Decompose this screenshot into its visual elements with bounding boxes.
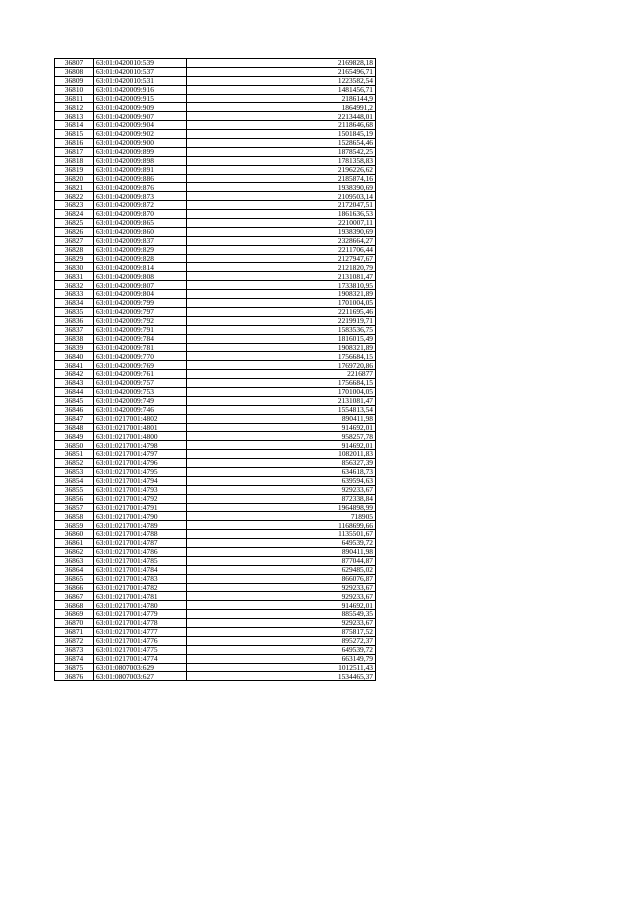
row-number-cell: 36854 [55, 476, 94, 485]
value-cell: 2219919,71 [187, 316, 376, 325]
cadastral-number-cell: 63:01:0420009:837 [94, 236, 187, 245]
cadastral-number-cell: 63:01:0420009:770 [94, 352, 187, 361]
value-cell: 2121820,79 [187, 263, 376, 272]
value-cell: 1082011,83 [187, 450, 376, 459]
table-row [55, 610, 376, 619]
row-number-cell: 36853 [55, 467, 94, 476]
cadastral-table [54, 58, 376, 681]
table-row [55, 361, 376, 370]
table-row [55, 405, 376, 414]
value-cell: 634618,73 [187, 467, 376, 476]
value-cell: 2127947,67 [187, 254, 376, 263]
row-number-cell: 36874 [55, 654, 94, 663]
table-row [55, 521, 376, 530]
value-cell: 914692,01 [187, 441, 376, 450]
value-cell: 929233,67 [187, 583, 376, 592]
cadastral-number-cell: 63:01:0217001:4774 [94, 654, 187, 663]
row-number-cell: 36811 [55, 94, 94, 103]
row-number-cell: 36865 [55, 574, 94, 583]
row-number-cell: 36866 [55, 583, 94, 592]
row-number-cell: 36863 [55, 556, 94, 565]
table-row [55, 494, 376, 503]
value-cell: 914692,01 [187, 423, 376, 432]
row-number-cell: 36825 [55, 219, 94, 228]
cadastral-number-cell: 63:01:0420009:865 [94, 219, 187, 228]
value-cell: 663149,79 [187, 654, 376, 663]
value-cell: 2169828,18 [187, 59, 376, 68]
value-cell: 958257,78 [187, 432, 376, 441]
cadastral-number-cell: 63:01:0420009:769 [94, 361, 187, 370]
row-number-cell: 36810 [55, 85, 94, 94]
row-number-cell: 36856 [55, 494, 94, 503]
row-number-cell: 36830 [55, 263, 94, 272]
table-row [55, 85, 376, 94]
value-cell: 914692,01 [187, 601, 376, 610]
cadastral-number-cell: 63:01:0420009:829 [94, 245, 187, 254]
table-row [55, 165, 376, 174]
cadastral-number-cell: 63:01:0217001:4789 [94, 521, 187, 530]
row-number-cell: 36838 [55, 334, 94, 343]
table-row [55, 227, 376, 236]
table-row [55, 441, 376, 450]
value-cell: 1583536,75 [187, 325, 376, 334]
value-cell: 2211695,46 [187, 307, 376, 316]
row-number-cell: 36828 [55, 245, 94, 254]
value-cell: 1481456,71 [187, 85, 376, 94]
value-cell: 2165496,71 [187, 67, 376, 76]
row-number-cell: 36834 [55, 299, 94, 308]
value-cell: 2172047,51 [187, 201, 376, 210]
value-cell: 890411,98 [187, 547, 376, 556]
table-row [55, 414, 376, 423]
cadastral-number-cell: 63:01:0420009:872 [94, 201, 187, 210]
table-row [55, 254, 376, 263]
table-row [55, 539, 376, 548]
table-row [55, 379, 376, 388]
table-row [55, 245, 376, 254]
table-row [55, 147, 376, 156]
table-row [55, 459, 376, 468]
row-number-cell: 36851 [55, 450, 94, 459]
cadastral-number-cell: 63:01:0420009:761 [94, 370, 187, 379]
value-cell: 2196226,62 [187, 165, 376, 174]
row-number-cell: 36831 [55, 272, 94, 281]
value-cell: 1938390,69 [187, 183, 376, 192]
value-cell: 2118646,68 [187, 121, 376, 130]
cadastral-number-cell: 63:01:0807003:629 [94, 663, 187, 672]
cadastral-number-cell: 63:01:0217001:4793 [94, 485, 187, 494]
table-row [55, 370, 376, 379]
row-number-cell: 36835 [55, 307, 94, 316]
row-number-cell: 36815 [55, 130, 94, 139]
value-cell: 877044,87 [187, 556, 376, 565]
cadastral-number-cell: 63:01:0420009:757 [94, 379, 187, 388]
value-cell: 1701004,05 [187, 387, 376, 396]
table-row [55, 601, 376, 610]
value-cell: 1135501,67 [187, 530, 376, 539]
cadastral-number-cell: 63:01:0420009:915 [94, 94, 187, 103]
row-number-cell: 36859 [55, 521, 94, 530]
row-number-cell: 36836 [55, 316, 94, 325]
cadastral-number-cell: 63:01:0217001:4796 [94, 459, 187, 468]
row-number-cell: 36848 [55, 423, 94, 432]
row-number-cell: 36852 [55, 459, 94, 468]
value-cell: 2210007,11 [187, 219, 376, 228]
cadastral-number-cell: 63:01:0420009:904 [94, 121, 187, 130]
row-number-cell: 36817 [55, 147, 94, 156]
row-number-cell: 36840 [55, 352, 94, 361]
table-row [55, 628, 376, 637]
row-number-cell: 36845 [55, 396, 94, 405]
value-cell: 1528654,46 [187, 139, 376, 148]
value-cell: 929233,67 [187, 592, 376, 601]
table-row [55, 583, 376, 592]
value-cell: 929233,67 [187, 619, 376, 628]
row-number-cell: 36820 [55, 174, 94, 183]
row-number-cell: 36837 [55, 325, 94, 334]
table-row [55, 645, 376, 654]
cadastral-number-cell: 63:01:0217001:4798 [94, 441, 187, 450]
cadastral-number-cell: 63:01:0420009:899 [94, 147, 187, 156]
row-number-cell: 36875 [55, 663, 94, 672]
table-row [55, 272, 376, 281]
cadastral-number-cell: 63:01:0420009:873 [94, 192, 187, 201]
table-row [55, 503, 376, 512]
row-number-cell: 36857 [55, 503, 94, 512]
table-row [55, 183, 376, 192]
row-number-cell: 36824 [55, 210, 94, 219]
table-row [55, 67, 376, 76]
value-cell: 1769720,86 [187, 361, 376, 370]
value-cell: 895272,37 [187, 636, 376, 645]
table-row [55, 387, 376, 396]
value-cell: 1501845,19 [187, 130, 376, 139]
table-row [55, 325, 376, 334]
cadastral-number-cell: 63:01:0217001:4784 [94, 565, 187, 574]
table-row [55, 94, 376, 103]
value-cell: 875817,52 [187, 628, 376, 637]
cadastral-number-cell: 63:01:0420010:537 [94, 67, 187, 76]
table-row [55, 156, 376, 165]
row-number-cell: 36829 [55, 254, 94, 263]
value-cell: 1861636,53 [187, 210, 376, 219]
table-row [55, 654, 376, 663]
table-row [55, 201, 376, 210]
cadastral-number-cell: 63:01:0420009:797 [94, 307, 187, 316]
cadastral-number-cell: 63:01:0420009:876 [94, 183, 187, 192]
cadastral-number-cell: 63:01:0420010:531 [94, 76, 187, 85]
row-number-cell: 36833 [55, 290, 94, 299]
value-cell: 1756684,15 [187, 352, 376, 361]
value-cell: 1756684,15 [187, 379, 376, 388]
value-cell: 2211706,44 [187, 245, 376, 254]
table-row [55, 592, 376, 601]
table-row [55, 103, 376, 112]
value-cell: 1864991,2 [187, 103, 376, 112]
row-number-cell: 36869 [55, 610, 94, 619]
cadastral-number-cell: 63:01:0420009:791 [94, 325, 187, 334]
row-number-cell: 36821 [55, 183, 94, 192]
row-number-cell: 36844 [55, 387, 94, 396]
value-cell: 639594,63 [187, 476, 376, 485]
value-cell: 2109503,14 [187, 192, 376, 201]
cadastral-number-cell: 63:01:0420009:870 [94, 210, 187, 219]
cadastral-number-cell: 63:01:0217001:4786 [94, 547, 187, 556]
row-number-cell: 36861 [55, 539, 94, 548]
table-row [55, 281, 376, 290]
value-cell: 929233,67 [187, 485, 376, 494]
table-row [55, 672, 376, 681]
table-row [55, 432, 376, 441]
row-number-cell: 36855 [55, 485, 94, 494]
value-cell: 2185874,16 [187, 174, 376, 183]
table-row [55, 574, 376, 583]
table-row [55, 556, 376, 565]
value-cell: 1534465,37 [187, 672, 376, 681]
cadastral-number-cell: 63:01:0217001:4787 [94, 539, 187, 548]
cadastral-number-cell: 63:01:0217001:4776 [94, 636, 187, 645]
value-cell: 866076,87 [187, 574, 376, 583]
cadastral-number-cell: 63:01:0217001:4795 [94, 467, 187, 476]
cadastral-number-cell: 63:01:0217001:4775 [94, 645, 187, 654]
row-number-cell: 36809 [55, 76, 94, 85]
cadastral-number-cell: 63:01:0217001:4785 [94, 556, 187, 565]
value-cell: 2213448,01 [187, 112, 376, 121]
row-number-cell: 36813 [55, 112, 94, 121]
row-number-cell: 36814 [55, 121, 94, 130]
row-number-cell: 36872 [55, 636, 94, 645]
value-cell: 1168699,66 [187, 521, 376, 530]
row-number-cell: 36818 [55, 156, 94, 165]
value-cell: 1554813,54 [187, 405, 376, 414]
value-cell: 1701004,05 [187, 299, 376, 308]
row-number-cell: 36847 [55, 414, 94, 423]
cadastral-number-cell: 63:01:0420009:916 [94, 85, 187, 94]
row-number-cell: 36839 [55, 343, 94, 352]
value-cell: 1733810,95 [187, 281, 376, 290]
table-row [55, 343, 376, 352]
table-row [55, 290, 376, 299]
cadastral-number-cell: 63:01:0420009:799 [94, 299, 187, 308]
table-row [55, 192, 376, 201]
cadastral-number-cell: 63:01:0217001:4802 [94, 414, 187, 423]
table-body [55, 59, 376, 681]
table-row [55, 121, 376, 130]
row-number-cell: 36826 [55, 227, 94, 236]
row-number-cell: 36807 [55, 59, 94, 68]
cadastral-number-cell: 63:01:0420009:792 [94, 316, 187, 325]
cadastral-number-cell: 63:01:0217001:4779 [94, 610, 187, 619]
value-cell: 1781358,83 [187, 156, 376, 165]
row-number-cell: 36871 [55, 628, 94, 637]
cadastral-number-cell: 63:01:0420009:814 [94, 263, 187, 272]
value-cell: 2131081,47 [187, 272, 376, 281]
value-cell: 649539,72 [187, 539, 376, 548]
value-cell: 1908321,89 [187, 343, 376, 352]
row-number-cell: 36816 [55, 139, 94, 148]
value-cell: 872338,84 [187, 494, 376, 503]
cadastral-number-cell: 63:01:0217001:4800 [94, 432, 187, 441]
row-number-cell: 36832 [55, 281, 94, 290]
table-row [55, 210, 376, 219]
row-number-cell: 36812 [55, 103, 94, 112]
cadastral-number-cell: 63:01:0420009:807 [94, 281, 187, 290]
row-number-cell: 36858 [55, 512, 94, 521]
cadastral-number-cell: 63:01:0420010:539 [94, 59, 187, 68]
row-number-cell: 36827 [55, 236, 94, 245]
value-cell: 890411,98 [187, 414, 376, 423]
value-cell: 1816015,49 [187, 334, 376, 343]
value-cell: 649539,72 [187, 645, 376, 654]
cadastral-number-cell: 63:01:0217001:4780 [94, 601, 187, 610]
table-row [55, 307, 376, 316]
table-row [55, 299, 376, 308]
row-number-cell: 36842 [55, 370, 94, 379]
value-cell: 1223582,54 [187, 76, 376, 85]
cadastral-number-cell: 63:01:0217001:4794 [94, 476, 187, 485]
row-number-cell: 36867 [55, 592, 94, 601]
value-cell: 2328664,27 [187, 236, 376, 245]
cadastral-number-cell: 63:01:0420009:753 [94, 387, 187, 396]
row-number-cell: 36819 [55, 165, 94, 174]
table-row [55, 316, 376, 325]
cadastral-number-cell: 63:01:0420009:781 [94, 343, 187, 352]
cadastral-number-cell: 63:01:0217001:4783 [94, 574, 187, 583]
row-number-cell: 36808 [55, 67, 94, 76]
table-row [55, 219, 376, 228]
cadastral-number-cell: 63:01:0420009:898 [94, 156, 187, 165]
table-row [55, 423, 376, 432]
table-row [55, 476, 376, 485]
row-number-cell: 36862 [55, 547, 94, 556]
table-row [55, 112, 376, 121]
cadastral-number-cell: 63:01:0420009:804 [94, 290, 187, 299]
cadastral-number-cell: 63:01:0420009:860 [94, 227, 187, 236]
cadastral-number-cell: 63:01:0217001:4781 [94, 592, 187, 601]
table-row [55, 547, 376, 556]
cadastral-number-cell: 63:01:0217001:4790 [94, 512, 187, 521]
table-row [55, 663, 376, 672]
cadastral-number-cell: 63:01:0217001:4801 [94, 423, 187, 432]
row-number-cell: 36850 [55, 441, 94, 450]
table-row [55, 396, 376, 405]
cadastral-number-cell: 63:01:0420009:886 [94, 174, 187, 183]
cadastral-number-cell: 63:01:0217001:4778 [94, 619, 187, 628]
table-row [55, 236, 376, 245]
table-row [55, 485, 376, 494]
table-row [55, 174, 376, 183]
table-row [55, 450, 376, 459]
cadastral-number-cell: 63:01:0807003:627 [94, 672, 187, 681]
value-cell: 718905 [187, 512, 376, 521]
cadastral-number-cell: 63:01:0217001:4782 [94, 583, 187, 592]
row-number-cell: 36876 [55, 672, 94, 681]
row-number-cell: 36868 [55, 601, 94, 610]
value-cell: 2186144,9 [187, 94, 376, 103]
table-row [55, 139, 376, 148]
cadastral-number-cell: 63:01:0217001:4792 [94, 494, 187, 503]
row-number-cell: 36864 [55, 565, 94, 574]
value-cell: 1012511,43 [187, 663, 376, 672]
table-row [55, 76, 376, 85]
row-number-cell: 36873 [55, 645, 94, 654]
table-row [55, 530, 376, 539]
value-cell: 2216877 [187, 370, 376, 379]
table-row [55, 512, 376, 521]
table-row [55, 130, 376, 139]
value-cell: 1938390,69 [187, 227, 376, 236]
table-row [55, 565, 376, 574]
cadastral-number-cell: 63:01:0420009:891 [94, 165, 187, 174]
value-cell: 1964898,99 [187, 503, 376, 512]
value-cell: 885549,35 [187, 610, 376, 619]
cadastral-number-cell: 63:01:0420009:902 [94, 130, 187, 139]
cadastral-number-cell: 63:01:0420009:909 [94, 103, 187, 112]
value-cell: 1908321,89 [187, 290, 376, 299]
row-number-cell: 36860 [55, 530, 94, 539]
row-number-cell: 36822 [55, 192, 94, 201]
table-row [55, 619, 376, 628]
cadastral-number-cell: 63:01:0420009:808 [94, 272, 187, 281]
cadastral-number-cell: 63:01:0420009:907 [94, 112, 187, 121]
table-row [55, 334, 376, 343]
row-number-cell: 36849 [55, 432, 94, 441]
row-number-cell: 36846 [55, 405, 94, 414]
table-row [55, 263, 376, 272]
row-number-cell: 36843 [55, 379, 94, 388]
row-number-cell: 36823 [55, 201, 94, 210]
row-number-cell: 36870 [55, 619, 94, 628]
table-row [55, 352, 376, 361]
cadastral-number-cell: 63:01:0420009:749 [94, 396, 187, 405]
row-number-cell: 36841 [55, 361, 94, 370]
value-cell: 856327,39 [187, 459, 376, 468]
cadastral-number-cell: 63:01:0217001:4791 [94, 503, 187, 512]
value-cell: 629485,02 [187, 565, 376, 574]
value-cell: 1878542,25 [187, 147, 376, 156]
cadastral-number-cell: 63:01:0420009:828 [94, 254, 187, 263]
cadastral-number-cell: 63:01:0420009:746 [94, 405, 187, 414]
cadastral-number-cell: 63:01:0217001:4797 [94, 450, 187, 459]
cadastral-number-cell: 63:01:0420009:900 [94, 139, 187, 148]
table-row [55, 59, 376, 68]
table-row [55, 636, 376, 645]
cadastral-number-cell: 63:01:0217001:4777 [94, 628, 187, 637]
table-row [55, 467, 376, 476]
cadastral-number-cell: 63:01:0420009:784 [94, 334, 187, 343]
cadastral-number-cell: 63:01:0217001:4788 [94, 530, 187, 539]
value-cell: 2131081,47 [187, 396, 376, 405]
